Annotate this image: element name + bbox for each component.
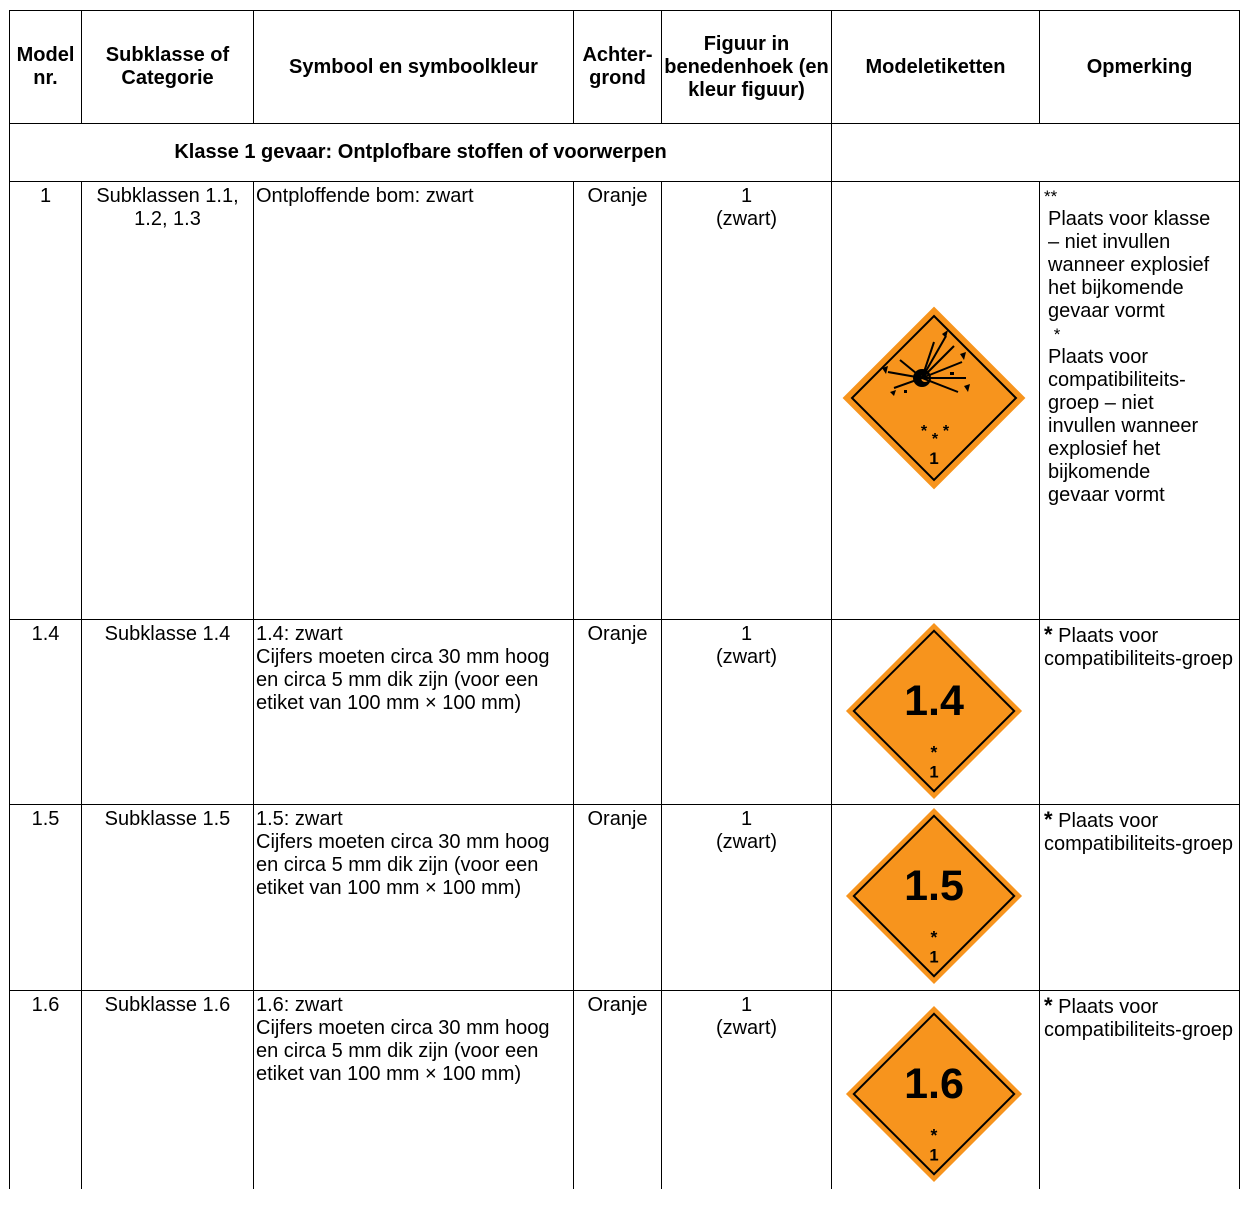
subclass-cell: Subklassen 1.1, 1.2, 1.3 <box>82 182 254 620</box>
label-star-left: * <box>920 423 928 440</box>
header-remark: Opmerking <box>1040 11 1240 124</box>
header-background: Achter-grond <box>574 11 662 124</box>
symbol-cell <box>254 805 574 991</box>
division-1-5-label <box>844 806 1024 986</box>
remark-mark: * <box>1044 622 1053 647</box>
remark-cell <box>1040 182 1240 620</box>
background-cell: Oranje <box>574 991 662 1189</box>
symbol-cell <box>254 620 574 805</box>
label-division-number: 1.6 <box>904 1059 964 1108</box>
label-class-number: 1 <box>929 947 939 967</box>
hazard-label-table <box>9 10 1240 1189</box>
background-cell: Oranje <box>574 182 662 620</box>
symbol-title: 1.5: zwart <box>256 808 343 830</box>
label-star: * <box>930 1124 938 1145</box>
symbol-title: 1.4: zwart <box>256 623 343 645</box>
label-class-number: 1 <box>929 1145 939 1165</box>
remark-text: Plaats voor klasse – niet invullen wanneer explosief het bijkomende gevaar vormt <box>1048 208 1211 322</box>
subclass-cell: Subklasse 1.6 <box>82 991 254 1189</box>
class-title-blank <box>832 124 1240 182</box>
label-star: * <box>930 741 938 762</box>
header-model: Model nr. <box>10 11 82 124</box>
label-cell <box>832 991 1040 1189</box>
header-figure: Figuur in benedenhoek (en kleur figuur) <box>662 11 832 124</box>
figure-number: 1 <box>740 185 753 207</box>
class-title-row <box>10 124 1240 182</box>
figure-color: (zwart) <box>715 1017 778 1039</box>
figure-cell <box>662 182 832 620</box>
header-row <box>10 11 1240 124</box>
label-division-number: 1.4 <box>904 676 964 725</box>
remark-text: Plaats voor compatibiliteits-groep <box>1044 625 1233 670</box>
remark-text: Plaats voor compatibiliteits-groep <box>1044 996 1233 1041</box>
label-class-number: 1 <box>929 762 939 782</box>
figure-number: 1 <box>740 623 753 645</box>
remark-mark: * <box>1044 993 1053 1018</box>
figure-color: (zwart) <box>715 831 778 853</box>
explosive-bomb-label <box>842 306 1026 490</box>
figure-cell <box>662 991 832 1189</box>
subclass-cell: Subklasse 1.5 <box>82 805 254 991</box>
remark-cell <box>1040 805 1240 991</box>
label-cell <box>832 620 1040 805</box>
figure-number: 1 <box>740 994 753 1016</box>
label-star: * <box>930 926 938 947</box>
symbol-cell: Ontploffende bom: zwart <box>254 182 574 620</box>
division-1-4-label <box>844 621 1024 801</box>
label-cell <box>832 182 1040 620</box>
model-number: 1.5 <box>10 805 82 991</box>
header-labels: Modeletiketten <box>832 11 1040 124</box>
symbol-title: 1.6: zwart <box>256 994 343 1016</box>
figure-number: 1 <box>740 808 753 830</box>
label-star-mid: * <box>931 431 939 448</box>
table-row <box>10 182 1240 620</box>
table-row <box>10 991 1240 1189</box>
remark-mark: ** <box>1044 187 1058 206</box>
class-title: Klasse 1 gevaar: Ontplofbare stoffen of voorwerpen <box>10 124 832 182</box>
background-cell: Oranje <box>574 620 662 805</box>
division-1-6-label <box>844 1004 1024 1184</box>
header-symbol: Symbool en symboolkleur <box>254 11 574 124</box>
model-number: 1.4 <box>10 620 82 805</box>
figure-cell <box>662 805 832 991</box>
remark-text: Plaats voor compatibiliteits-groep – niet invullen wanneer explosief het bijkomende gevaar vormt <box>1048 346 1199 506</box>
label-star-right: * <box>942 423 950 440</box>
remark-mark: * <box>1053 325 1061 344</box>
symbol-text: Cijfers moeten circa 30 mm hoog en circa 5 mm dik zijn (voor een etiket van 100 mm × 100 mm) <box>256 646 550 714</box>
figure-color: (zwart) <box>715 208 778 230</box>
table-row <box>10 620 1240 805</box>
model-number: 1.6 <box>10 991 82 1189</box>
remark-mark: * <box>1044 807 1053 832</box>
subclass-cell: Subklasse 1.4 <box>82 620 254 805</box>
label-class-number: 1 <box>929 449 939 468</box>
remark-text: Plaats voor compatibiliteits-groep <box>1044 810 1233 855</box>
figure-cell <box>662 620 832 805</box>
symbol-text: Cijfers moeten circa 30 mm hoog en circa 5 mm dik zijn (voor een etiket van 100 mm × 100 mm) <box>256 1017 550 1085</box>
label-division-number: 1.5 <box>904 861 964 910</box>
remark-cell <box>1040 991 1240 1189</box>
label-cell <box>832 805 1040 991</box>
header-subclass: Subklasse of Categorie <box>82 11 254 124</box>
symbol-cell <box>254 991 574 1189</box>
remark-cell <box>1040 620 1240 805</box>
figure-color: (zwart) <box>715 646 778 668</box>
symbol-text: Cijfers moeten circa 30 mm hoog en circa 5 mm dik zijn (voor een etiket van 100 mm × 100 mm) <box>256 831 550 899</box>
model-number: 1 <box>10 182 82 620</box>
table-row <box>10 805 1240 991</box>
background-cell: Oranje <box>574 805 662 991</box>
